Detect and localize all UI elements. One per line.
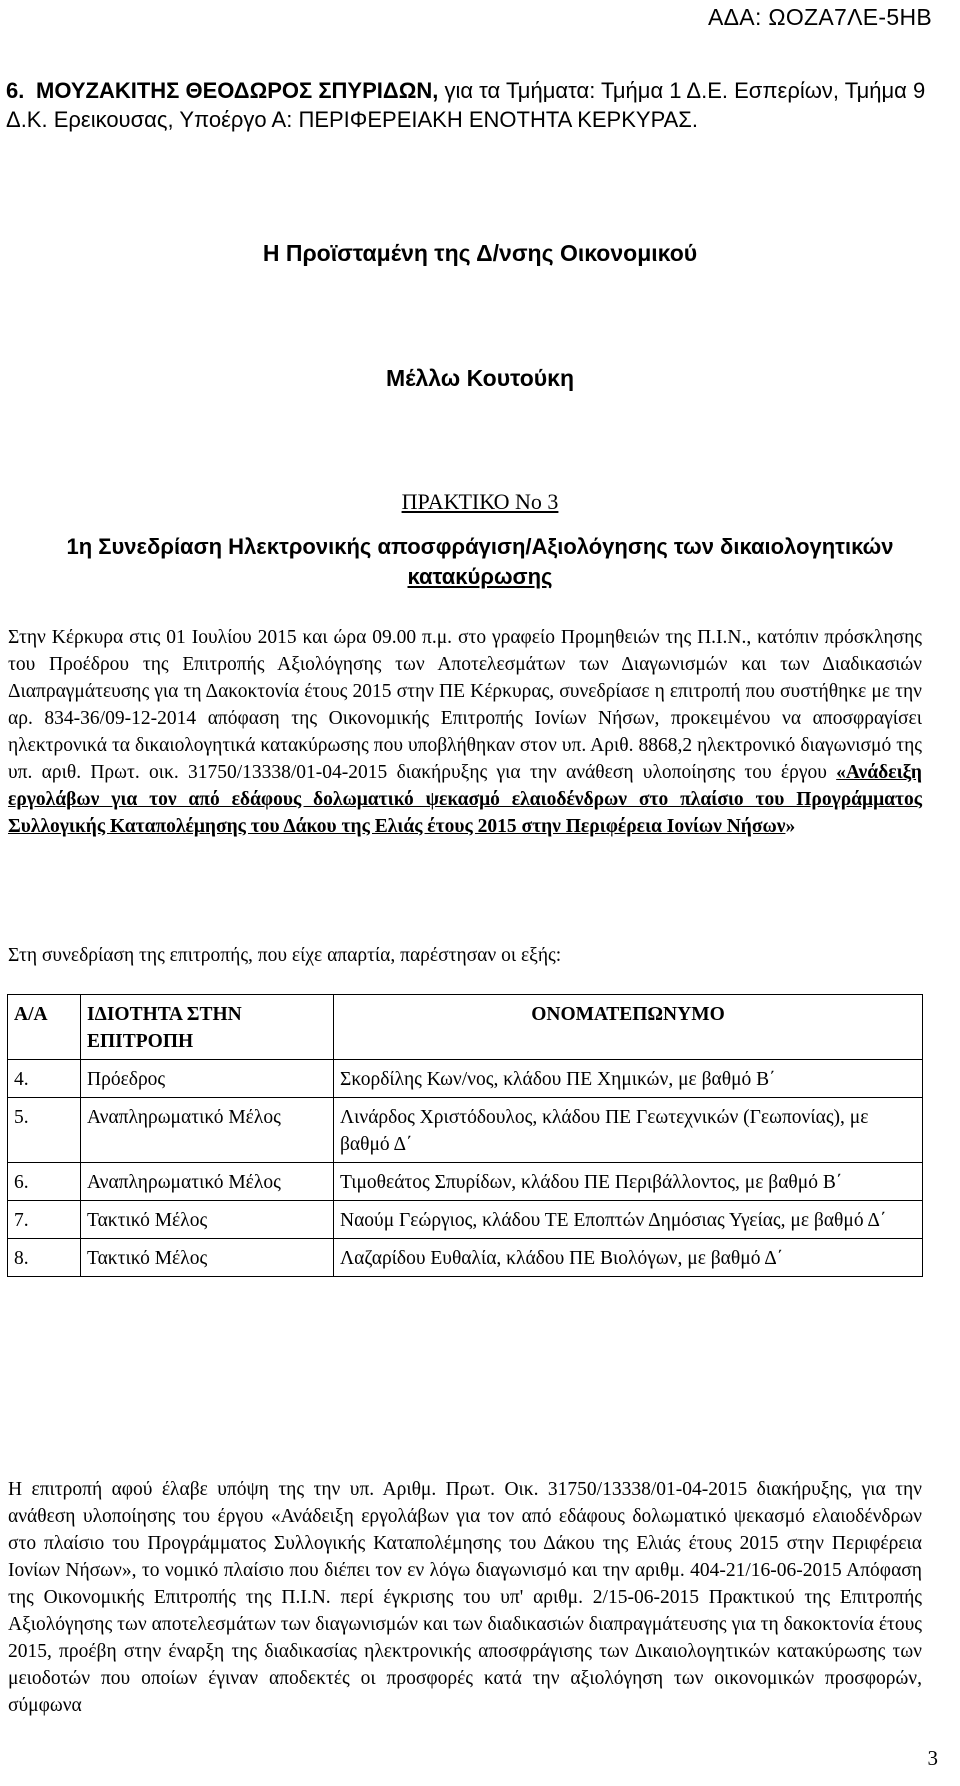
signature-name: Μέλλω Κουτούκη: [385, 365, 575, 391]
row-role: Τακτικό Μέλος: [81, 1239, 334, 1277]
row-number: 5.: [8, 1098, 81, 1163]
header-role: ΙΔΙΟΤΗΤΑ ΣΤΗΝ ΕΠΙΤΡΟΠΗ: [81, 995, 334, 1060]
row-number: 8.: [8, 1239, 81, 1277]
ada-code: ΑΔΑ: ΩΟΖΑ7ΛΕ-5ΗΒ: [708, 4, 932, 30]
session-title-line1: 1η Συνεδρίαση Ηλεκτρονικής αποσφράγιση/Αξιολόγησης των δικαιολογητικών: [66, 534, 894, 559]
row-number: 7.: [8, 1201, 81, 1239]
project-title-close: »: [785, 816, 796, 837]
header-aa: Α/Α: [8, 995, 81, 1060]
table-row: [8, 1060, 923, 1098]
decision-paragraph: Η επιτροπή αφού έλαβε υπόψη της την υπ. Αριθμ. Πρωτ. Οικ. 31750/13338/01-04-2015 διακήρυξης, για την ανάθεση υλοποίησης του έργου «Ανάδειξη εργολάβων για τον από εδάφους δολωματικό ψεκασμό ελαιοδένδρων στο πλαίσιο του Προγράμματος Συλλογικής Καταπολέμησης του Δάκου της Ελιάς έτους 2015 στην Περιφέρεια Ιονίων Νήσων», το νομικό πλαίσιο που διέπει τον εν λόγω διαγωνισμό και την αριθμ. 404-21/16-06-2015 Απόφαση της Οικονομικής Επιτροπής της Π.Ι.Ν. περί έγκρισης του υπ' αριθμ. 2/15-06-2015 Πρακτικού της Επιτροπής Αξιολόγησης των αποτελεσμάτων των διαγωνισμών και των διαδικασιών διαπραγμάτευσης για τη δακοκτονία έτους 2015, προέβη στην έναρξη της διαδικασίας ηλεκτρονικής αποσφράγισης των Δικαιολογητικών κατακύρωσης των μειοδοτών που οποίων έγιναν αποδεκτές οι προσφορές κατά την αξιολόγηση των οικονομικών προσφορών, σύμφωνα: [8, 1479, 922, 1716]
intro-text: Στην Κέρκυρα στις 01 Ιουλίου 2015 και ώρα 09.00 π.μ. στο γραφείο Προμηθειών της Π.Ι.Ν., κατόπιν πρόσκλησης του Προέδρου της Επιτροπής Αξιολόγησης των Αποτελεσμάτων των Διαγωνισμών και των Διαδικασιών Διαπραγμάτευσης για τη Δακοκτονία έτους 2015 στην ΠΕ Κέρκυρας, συνεδρίασε η επιτροπή που συστήθηκε με την αρ. 834-36/09-12-2014 απόφαση της Οικονομικής Επιτροπής Ιονίων Νήσων, προκειμένου να αποσφραγίσει ηλεκτρονικά τα δικαιολογητικά κατακύρωσης που υποβλήθηκαν στον υπ. Αριθ. 8868,2 ηλεκτρονικό διαγωνισμό της υπ. αριθ. Πρωτ. οικ. 31750/13338/01-04-2015 διακήρυξης για την ανάθεση υλοποίησης του έργου: [8, 627, 922, 783]
table-row: [8, 1163, 923, 1201]
row-name: Τιμοθεάτος Σπυρίδων, κλάδου ΠΕ Περιβάλλοντος, με βαθμό Β΄: [334, 1163, 923, 1201]
contractor-name: ΜΟΥΖΑΚΙΤΗΣ ΘΕΟΔΩΡΟΣ ΣΠΥΡΙΔΩΝ,: [36, 78, 439, 103]
protocol-title: ΠΡΑΚΤΙΚΟ Νο 3: [401, 489, 559, 514]
row-number: 4.: [8, 1060, 81, 1098]
row-name: Λινάρδος Χριστόδουλος, κλάδου ΠΕ Γεωτεχνικών (Γεωπονίας), με βαθμό Δ΄: [334, 1098, 923, 1163]
row-name: Λαζαρίδου Ευθαλία, κλάδου ΠΕ Βιολόγων, με βαθμό Δ΄: [334, 1239, 923, 1277]
list-item-number: 6.: [6, 78, 25, 103]
members-table: [7, 994, 923, 1277]
previous-list-item: [6, 76, 926, 134]
row-role: Πρόεδρος: [81, 1060, 334, 1098]
page-number: 3: [927, 1746, 938, 1770]
intro-paragraph: [8, 624, 922, 840]
attendance-intro: Στη συνεδρίαση της επιτροπής, που είχε απαρτία, παρέστησαν οι εξής:: [8, 945, 562, 966]
row-name: Σκορδίλης Κων/νος, κλάδου ΠΕ Χημικών, με βαθμό Β΄: [334, 1060, 923, 1098]
contractor-details: για τα Τμήματα: Τμήμα 1 Δ.Ε. Εσπερίων, Τμήμα 9 Δ.Κ. Ερεικουσας, Υποέργο Α: ΠΕΡΙΦΕΡΕΙΑΚΗ ΕΝΟΤΗΤΑ ΚΕΡΚΥΡΑΣ.: [6, 78, 926, 132]
row-role: Τακτικό Μέλος: [81, 1201, 334, 1239]
table-row: [8, 1239, 923, 1277]
signature-role: Η Προϊσταμένη της Δ/νσης Οικονομικού: [262, 240, 698, 266]
table-row: [8, 1098, 923, 1163]
header-fullname: ΟΝΟΜΑΤΕΠΩΝΥΜΟ: [334, 995, 923, 1060]
table-row: [8, 1201, 923, 1239]
row-name: Ναούμ Γεώργιος, κλάδου ΤΕ Εποπτών Δημόσιας Υγείας, με βαθμό Δ΄: [334, 1201, 923, 1239]
project-title: «Ανάδειξη εργολάβων για τον από εδάφους δολωματικό ψεκασμό ελαιοδένδρων στο πλαίσιο του Προγράμματος Συλλογικής Καταπολέμησης του Δάκου της Ελιάς έτους 2015 στην Περιφέρεια Ιονίων Νήσων: [8, 762, 922, 837]
session-title: [0, 532, 960, 592]
row-number: 6.: [8, 1163, 81, 1201]
row-role: Αναπληρωματικό Μέλος: [81, 1163, 334, 1201]
table-header-row: [8, 995, 923, 1060]
session-title-line2: κατακύρωσης: [407, 564, 553, 589]
row-role: Αναπληρωματικό Μέλος: [81, 1098, 334, 1163]
